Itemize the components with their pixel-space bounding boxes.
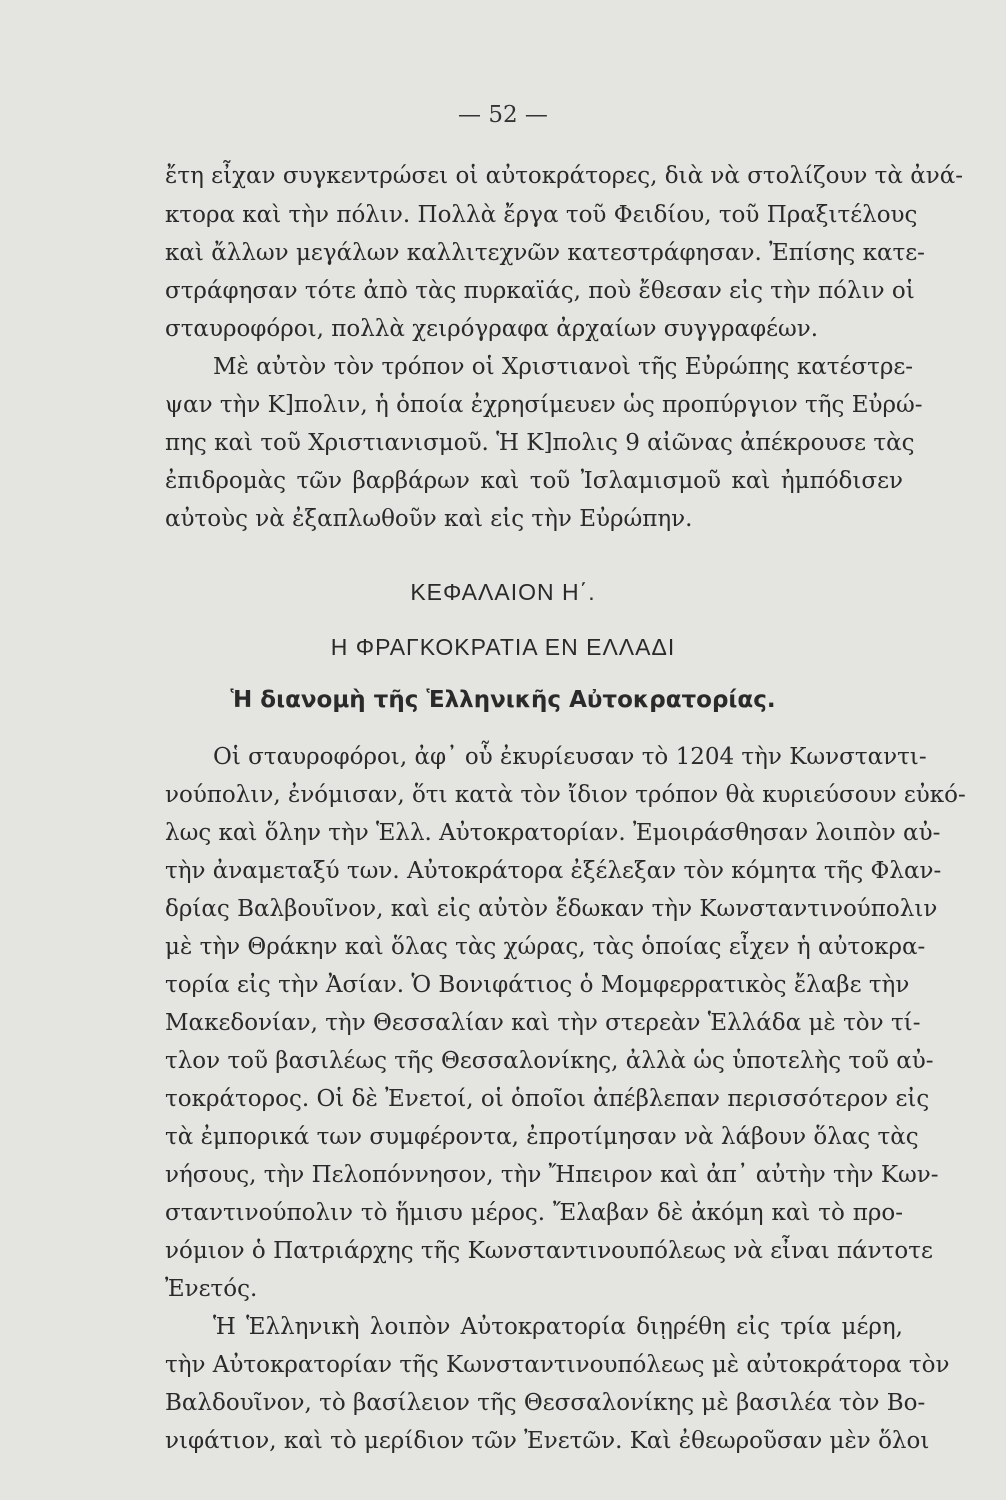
text-line: Οἱ σταυροφόροι, ἀφ᾽ οὗ ἐκυρίευσαν τὸ 1204 τὴν Κωνσταντι-: [213, 744, 927, 770]
text-line: ἐπιδρομὰς τῶν βαρβάρων καὶ τοῦ Ἰσλαμισμοῦ καὶ ἠμπόδισεν: [165, 468, 903, 494]
text-line: τοκράτορος. Οἱ δὲ Ἐνετοί, οἱ ὁποῖοι ἀπέβλεπαν περισσότερον εἰς: [165, 1086, 930, 1112]
text-line: καὶ ἄλλων μεγάλων καλλιτεχνῶν κατεστράφησαν. Ἐπίσης κατε-: [165, 240, 925, 266]
text-line: σταυροφόροι, πολλὰ χειρόγραφα ἀρχαίων συγγραφέων.: [165, 316, 819, 342]
text-line: ψαν τὴν Κ]πολιν, ἡ ὁποία ἐχρησίμευεν ὡς προπύργιον τῆς Εὐρώ-: [165, 392, 923, 418]
text-line: δρίας Βαλβουῖνον, καὶ εἰς αὐτὸν ἔδωκαν τὴν Κωνσταντινούπολιν: [165, 896, 938, 922]
text-line: τὴν Αὐτοκρατορίαν τῆς Κωνσταντινουπόλεως μὲ αὐτοκράτορα τὸν: [165, 1352, 950, 1378]
text-line: νήσους, τὴν Πελοπόννησον, τὴν Ἤπειρον καὶ ἀπ᾽ αὐτὴν τὴν Κων-: [165, 1162, 939, 1188]
text-line: ἔτη εἶχαν συγκεντρώσει οἱ αὐτοκράτορες, διὰ νὰ στολίζουν τὰ ἀνά-: [165, 163, 964, 189]
text-line: κτορα καὶ τὴν πόλιν. Πολλὰ ἔργα τοῦ Φειδίου, τοῦ Πραξιτέλους: [165, 202, 918, 228]
chapter-title: ΚΕΦΑΛΑΙΟΝ Η΄.: [410, 579, 596, 605]
text-line: μὲ τὴν Θράκην καὶ ὅλας τὰς χώρας, τὰς ὁποίας εἶχεν ἡ αὐτοκρα-: [165, 934, 926, 960]
chapter-subtitle: Η ΦΡΑΓΚΟΚΡΑΤΙΑ ΕΝ ΕΛΛΑΔΙ: [330, 634, 676, 660]
section-heading: Ἡ διανομὴ τῆς Ἑλληνικῆς Αὐτοκρατορίας.: [230, 687, 776, 713]
text-line: νιφάτιον, καὶ τὸ μερίδιον τῶν Ἐνετῶν. Καὶ ἐθεωροῦσαν μὲν ὅλοι: [165, 1428, 930, 1454]
text-line: νόμιον ὁ Πατριάρχης τῆς Κωνσταντινουπόλεως νὰ εἶναι πάντοτε: [165, 1238, 933, 1264]
text-line: Ἡ Ἑλληνικὴ λοιπὸν Αὐτοκρατορία διῃρέθη εἰς τρία μέρη,: [213, 1314, 903, 1340]
text-line: Μακεδονίαν, τὴν Θεσσαλίαν καὶ τὴν στερεὰν Ἑλλάδα μὲ τὸν τί-: [165, 1010, 921, 1036]
text-line: λως καὶ ὅλην τὴν Ἑλλ. Αὐτοκρατορίαν. Ἐμοιράσθησαν λοιπὸν αὐ-: [165, 820, 941, 846]
text-line: τὰ ἐμπορικά των συμφέροντα, ἐπροτίμησαν νὰ λάβουν ὅλας τὰς: [165, 1124, 919, 1150]
text-line: Ἐνετός.: [165, 1276, 258, 1302]
text-line: σταντινούπολιν τὸ ἥμισυ μέρος. Ἔλαβαν δὲ ἀκόμη καὶ τὸ προ-: [165, 1200, 903, 1226]
text-line: νούπολιν, ἐνόμισαν, ὅτι κατὰ τὸν ἴδιον τρόπον θὰ κυριεύσουν εὐκό-: [165, 782, 966, 808]
text-line: πης καὶ τοῦ Χριστιανισμοῦ. Ἡ Κ]πολις 9 αἰῶνας ἀπέκρουσε τὰς: [165, 430, 915, 456]
text-line: Βαλδουῖνον, τὸ βασίλειον τῆς Θεσσαλονίκης μὲ βασιλέα τὸν Βο-: [165, 1390, 926, 1416]
text-line: τὴν ἀναμεταξύ των. Αὐτοκράτορα ἐξέλεξαν τὸν κόμητα τῆς Φλαν-: [165, 858, 942, 884]
text-line: τλον τοῦ βασιλέως τῆς Θεσσαλονίκης, ἀλλὰ ὡς ὑποτελὴς τοῦ αὐ-: [165, 1048, 934, 1074]
text-line: αὐτοὺς νὰ ἐξαπλωθοῦν καὶ εἰς τὴν Εὐρώπην.: [165, 506, 693, 532]
text-line: στράφησαν τότε ἀπὸ τὰς πυρκαϊάς, ποὺ ἔθεσαν εἰς τὴν πόλιν οἱ: [165, 278, 915, 304]
text-line: τορία εἰς τὴν Ἀσίαν. Ὁ Βονιφάτιος ὁ Μομφερρατικὸς ἔλαβε τὴν: [165, 972, 910, 998]
page-number: — 52 —: [458, 102, 548, 128]
text-line: Μὲ αὐτὸν τὸν τρόπον οἱ Χριστιανοὶ τῆς Εὐρώπης κατέστρε-: [213, 354, 914, 380]
